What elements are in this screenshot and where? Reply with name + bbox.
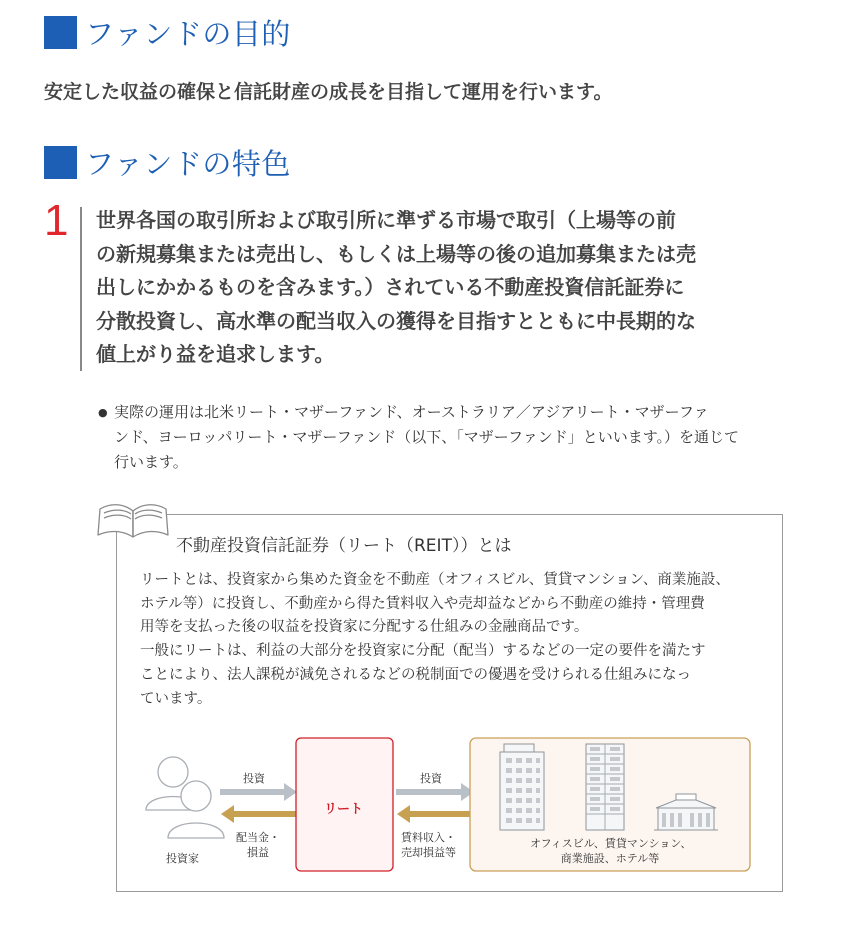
- feature-line: 世界各国の取引所および取引所に準ずる市場で取引（上場等の前: [96, 208, 676, 232]
- office-building-icon: [500, 744, 544, 830]
- feature-line: の新規募集または売出し、もしくは上場等の後の追加募集または売: [96, 241, 696, 266]
- heading-square-icon: [44, 16, 77, 49]
- note-line: 行います。: [114, 453, 188, 471]
- return-label-1: [236, 830, 280, 860]
- return-arrow-left: [221, 805, 298, 823]
- purpose-heading: [44, 12, 291, 53]
- feature-divider: [80, 207, 82, 371]
- bullet-icon: ●: [98, 406, 108, 419]
- heading-square-icon: [44, 146, 77, 179]
- property-label-2: 商業施設、ホテル等: [560, 852, 660, 865]
- investor-label: 投資家: [166, 852, 199, 865]
- feature-line: 出しにかかるものを含みます。）されている不動産投資信託証券に: [96, 275, 685, 299]
- return-label-2: [401, 830, 456, 860]
- feature-number: 1: [44, 196, 69, 245]
- return-label-1a: 配当金・: [236, 831, 280, 844]
- reit-flow-diagram: [116, 730, 781, 890]
- property-label: [530, 836, 690, 866]
- note-line: 実際の運用は北米リート・マザーファンド、オーストラリア／アジアリート・マザーファ: [114, 403, 709, 421]
- reit-desc-line: ことにより、法人課税が減免されるなどの税制面での優遇を受けられる仕組みになっ: [140, 666, 691, 683]
- reit-description: [140, 569, 730, 711]
- invest-label-1: 投資: [243, 772, 265, 785]
- feature-line: 値上がり益を追求します。: [96, 342, 335, 366]
- reit-desc-line: 用等を支払った後の収益を投資家に分配する仕組みの金融商品です。: [140, 619, 589, 636]
- feature-heading-text: ファンドの特色: [85, 147, 291, 181]
- feature-note: [98, 400, 739, 475]
- return-label-2a: 賃料収入・: [401, 831, 456, 844]
- reit-desc-line: リートとは、投資家から集めた資金を不動産（オフィスビル、賃貸マンション、商業施設、: [140, 572, 730, 588]
- reit-title: 不動産投資信託証券（リート（REIT））とは: [176, 536, 512, 556]
- reit-desc-line: 一般にリートは、利益の大部分を投資家に分配（配当）するなどの一定の要件を満たす: [140, 643, 706, 660]
- apartment-building-icon: [586, 744, 624, 830]
- return-arrow-left-2: [397, 805, 475, 823]
- purpose-text: 安定した収益の確保と信託財産の成長を目指して運用を行います。: [44, 81, 613, 103]
- diagram-graphics: [116, 730, 781, 890]
- return-label-2b: 売却損益等: [401, 846, 456, 859]
- note-line: ンド、ヨーロッパリート・マザーファンド（以下、「マザーファンド」といいます。）を通じて: [114, 428, 740, 446]
- feature-line: 分散投資し、高水準の配当収入の獲得を目指すとともに中長期的な: [96, 308, 696, 333]
- reit-label: リート: [324, 802, 364, 817]
- open-book-icon: [96, 497, 170, 543]
- reit-desc-line: ホテル等）に投資し、不動産から得た賃料収入や売却益などから不動産の維持・管理費: [140, 595, 705, 612]
- investor-icon: [146, 757, 224, 838]
- property-label-1: オフィスビル、賃貸マンション、: [530, 837, 692, 850]
- purpose-heading-text: ファンドの目的: [85, 17, 291, 51]
- feature-heading: [44, 142, 291, 183]
- return-label-1b: 損益: [247, 846, 269, 859]
- reit-desc-line: ています。: [140, 690, 212, 707]
- invest-label-2: 投資: [420, 772, 442, 785]
- feature-text: [96, 204, 796, 372]
